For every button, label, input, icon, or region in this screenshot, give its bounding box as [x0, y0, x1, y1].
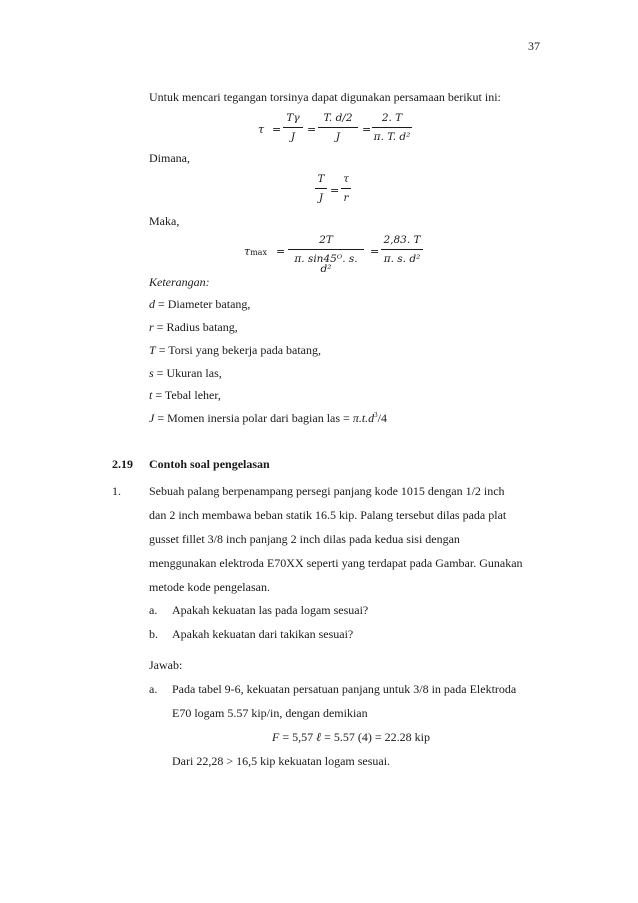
section-title: Contoh soal pengelasan	[149, 457, 270, 471]
problem-number: 1.	[112, 484, 121, 498]
keterangan-title: Keterangan:	[149, 275, 210, 289]
answer-conclusion: Dari 22,28 > 16,5 kip kekuatan logam sesuai.	[172, 754, 391, 768]
legend-text: = Torsi yang bekerja pada batang,	[155, 343, 322, 357]
question-b-label: b.	[149, 627, 158, 641]
equals-sign: =	[362, 123, 372, 136]
fraction-denominator: π. sin45ᴼ. s. d²	[294, 252, 358, 275]
equals-sign: =	[370, 245, 380, 258]
legend-symbol: s	[149, 366, 154, 380]
fraction-bar	[283, 127, 303, 128]
legend-item-r	[149, 321, 238, 333]
fraction-numerator: Tγ	[286, 112, 300, 124]
fraction-t-gamma-over-j	[283, 113, 303, 142]
fraction-bar	[318, 127, 358, 128]
fraction-2t-over-pi-sin45-s-d2	[288, 235, 364, 275]
length-symbol: ℓ	[316, 730, 322, 744]
fraction-denominator: J	[335, 130, 341, 143]
force-variable: F	[272, 730, 280, 744]
tau-max-symbol	[244, 246, 267, 257]
equals-sign: =	[307, 123, 317, 136]
legend-symbol: t	[149, 388, 153, 402]
legend-item-d	[149, 298, 250, 310]
fraction-bar	[315, 188, 327, 189]
equals-sign: =	[276, 245, 286, 258]
jawab-label: Jawab:	[149, 658, 183, 672]
fraction-2t-over-pi-t-d2	[372, 113, 412, 142]
fraction-tau-over-r	[341, 174, 351, 203]
fraction-283t-over-pi-s-d2	[381, 235, 423, 264]
intro-text: Untuk mencari tegangan torsinya dapat digunakan persamaan berikut ini:	[149, 90, 501, 104]
problem-line: gusset fillet 3/8 inch panjang 2 inch dilas pada kedua sisi dengan	[149, 532, 460, 546]
fraction-numerator: 2. T	[381, 112, 403, 124]
force-equation-part: = 5,57	[279, 730, 317, 744]
section-number: 2.19	[112, 457, 133, 471]
force-equation	[272, 731, 430, 743]
legend-symbol: J	[149, 411, 155, 425]
legend-symbol: r	[149, 320, 154, 334]
equals-sign: =	[330, 184, 340, 197]
dimana-label: Dimana,	[149, 151, 190, 165]
equals-sign: =	[272, 123, 282, 136]
legend-text: = Diameter batang,	[155, 297, 251, 311]
legend-item-t-torsi	[149, 344, 321, 356]
j-formula-divisor: /4	[377, 411, 388, 425]
problem-line: metode kode pengelasan.	[149, 580, 270, 594]
question-b-text: Apakah kekuatan dari takikan sesuai?	[172, 627, 354, 641]
fraction-numerator: 2,83. T	[383, 234, 421, 246]
j-formula: π.t.d	[352, 411, 375, 425]
fraction-bar	[341, 188, 351, 189]
legend-text: = Ukuran las,	[153, 366, 222, 380]
legend-text: = Radius batang,	[153, 320, 238, 334]
tau-symbol: τ	[244, 245, 251, 258]
fraction-denominator: r	[343, 191, 349, 204]
problem-line: menggunakan elektroda E70XX seperti yang terdapat pada Gambar. Gunakan	[149, 556, 523, 570]
j-formula-exponent: 3	[374, 411, 378, 419]
answer-a-line: E70 logam 5.57 kip/in, dengan demikian	[172, 706, 368, 720]
fraction-bar	[372, 127, 412, 128]
fraction-denominator: π. s. d²	[383, 252, 421, 265]
max-subscript: max	[250, 248, 267, 257]
fraction-t-d-half-over-j	[318, 113, 358, 142]
legend-symbol: T	[149, 343, 156, 357]
fraction-t-over-j	[315, 174, 327, 203]
fraction-bar	[381, 249, 423, 250]
fraction-numerator: T	[317, 173, 325, 185]
legend-text: = Tebal leher,	[152, 388, 221, 402]
fraction-denominator: J	[290, 130, 296, 143]
fraction-numerator: 2T	[319, 234, 333, 246]
legend-item-s	[149, 367, 222, 379]
fraction-numerator: T. d/2	[323, 112, 353, 124]
problem-line: dan 2 inch membawa beban statik 16.5 kip. Palang tersebut dilas pada plat	[149, 508, 507, 522]
page-number: 37	[528, 39, 540, 53]
legend-symbol: d	[149, 297, 155, 311]
question-a-label: a.	[149, 603, 158, 617]
legend-item-t-tebal	[149, 389, 221, 401]
problem-line: Sebuah palang berpenampang persegi panjang kode 1015 dengan 1/2 inch	[149, 484, 505, 498]
fraction-denominator: π. T. d²	[373, 130, 411, 143]
answer-a-label: a.	[149, 682, 158, 696]
answer-a-line: Pada tabel 9-6, kekuatan persatuan panjang untuk 3/8 in pada Elektroda	[172, 682, 517, 696]
force-equation-result: = 5.57 (4) = 22.28 kip	[321, 730, 430, 744]
legend-text: = Momen inersia polar dari bagian las =	[154, 411, 353, 425]
tau-symbol: τ	[258, 123, 265, 136]
fraction-numerator: τ	[343, 173, 349, 185]
legend-item-j	[149, 412, 387, 424]
fraction-bar	[288, 249, 364, 250]
maka-label: Maka,	[149, 214, 180, 228]
fraction-denominator: J	[318, 191, 324, 204]
question-a-text: Apakah kekuatan las pada logam sesuai?	[172, 603, 369, 617]
